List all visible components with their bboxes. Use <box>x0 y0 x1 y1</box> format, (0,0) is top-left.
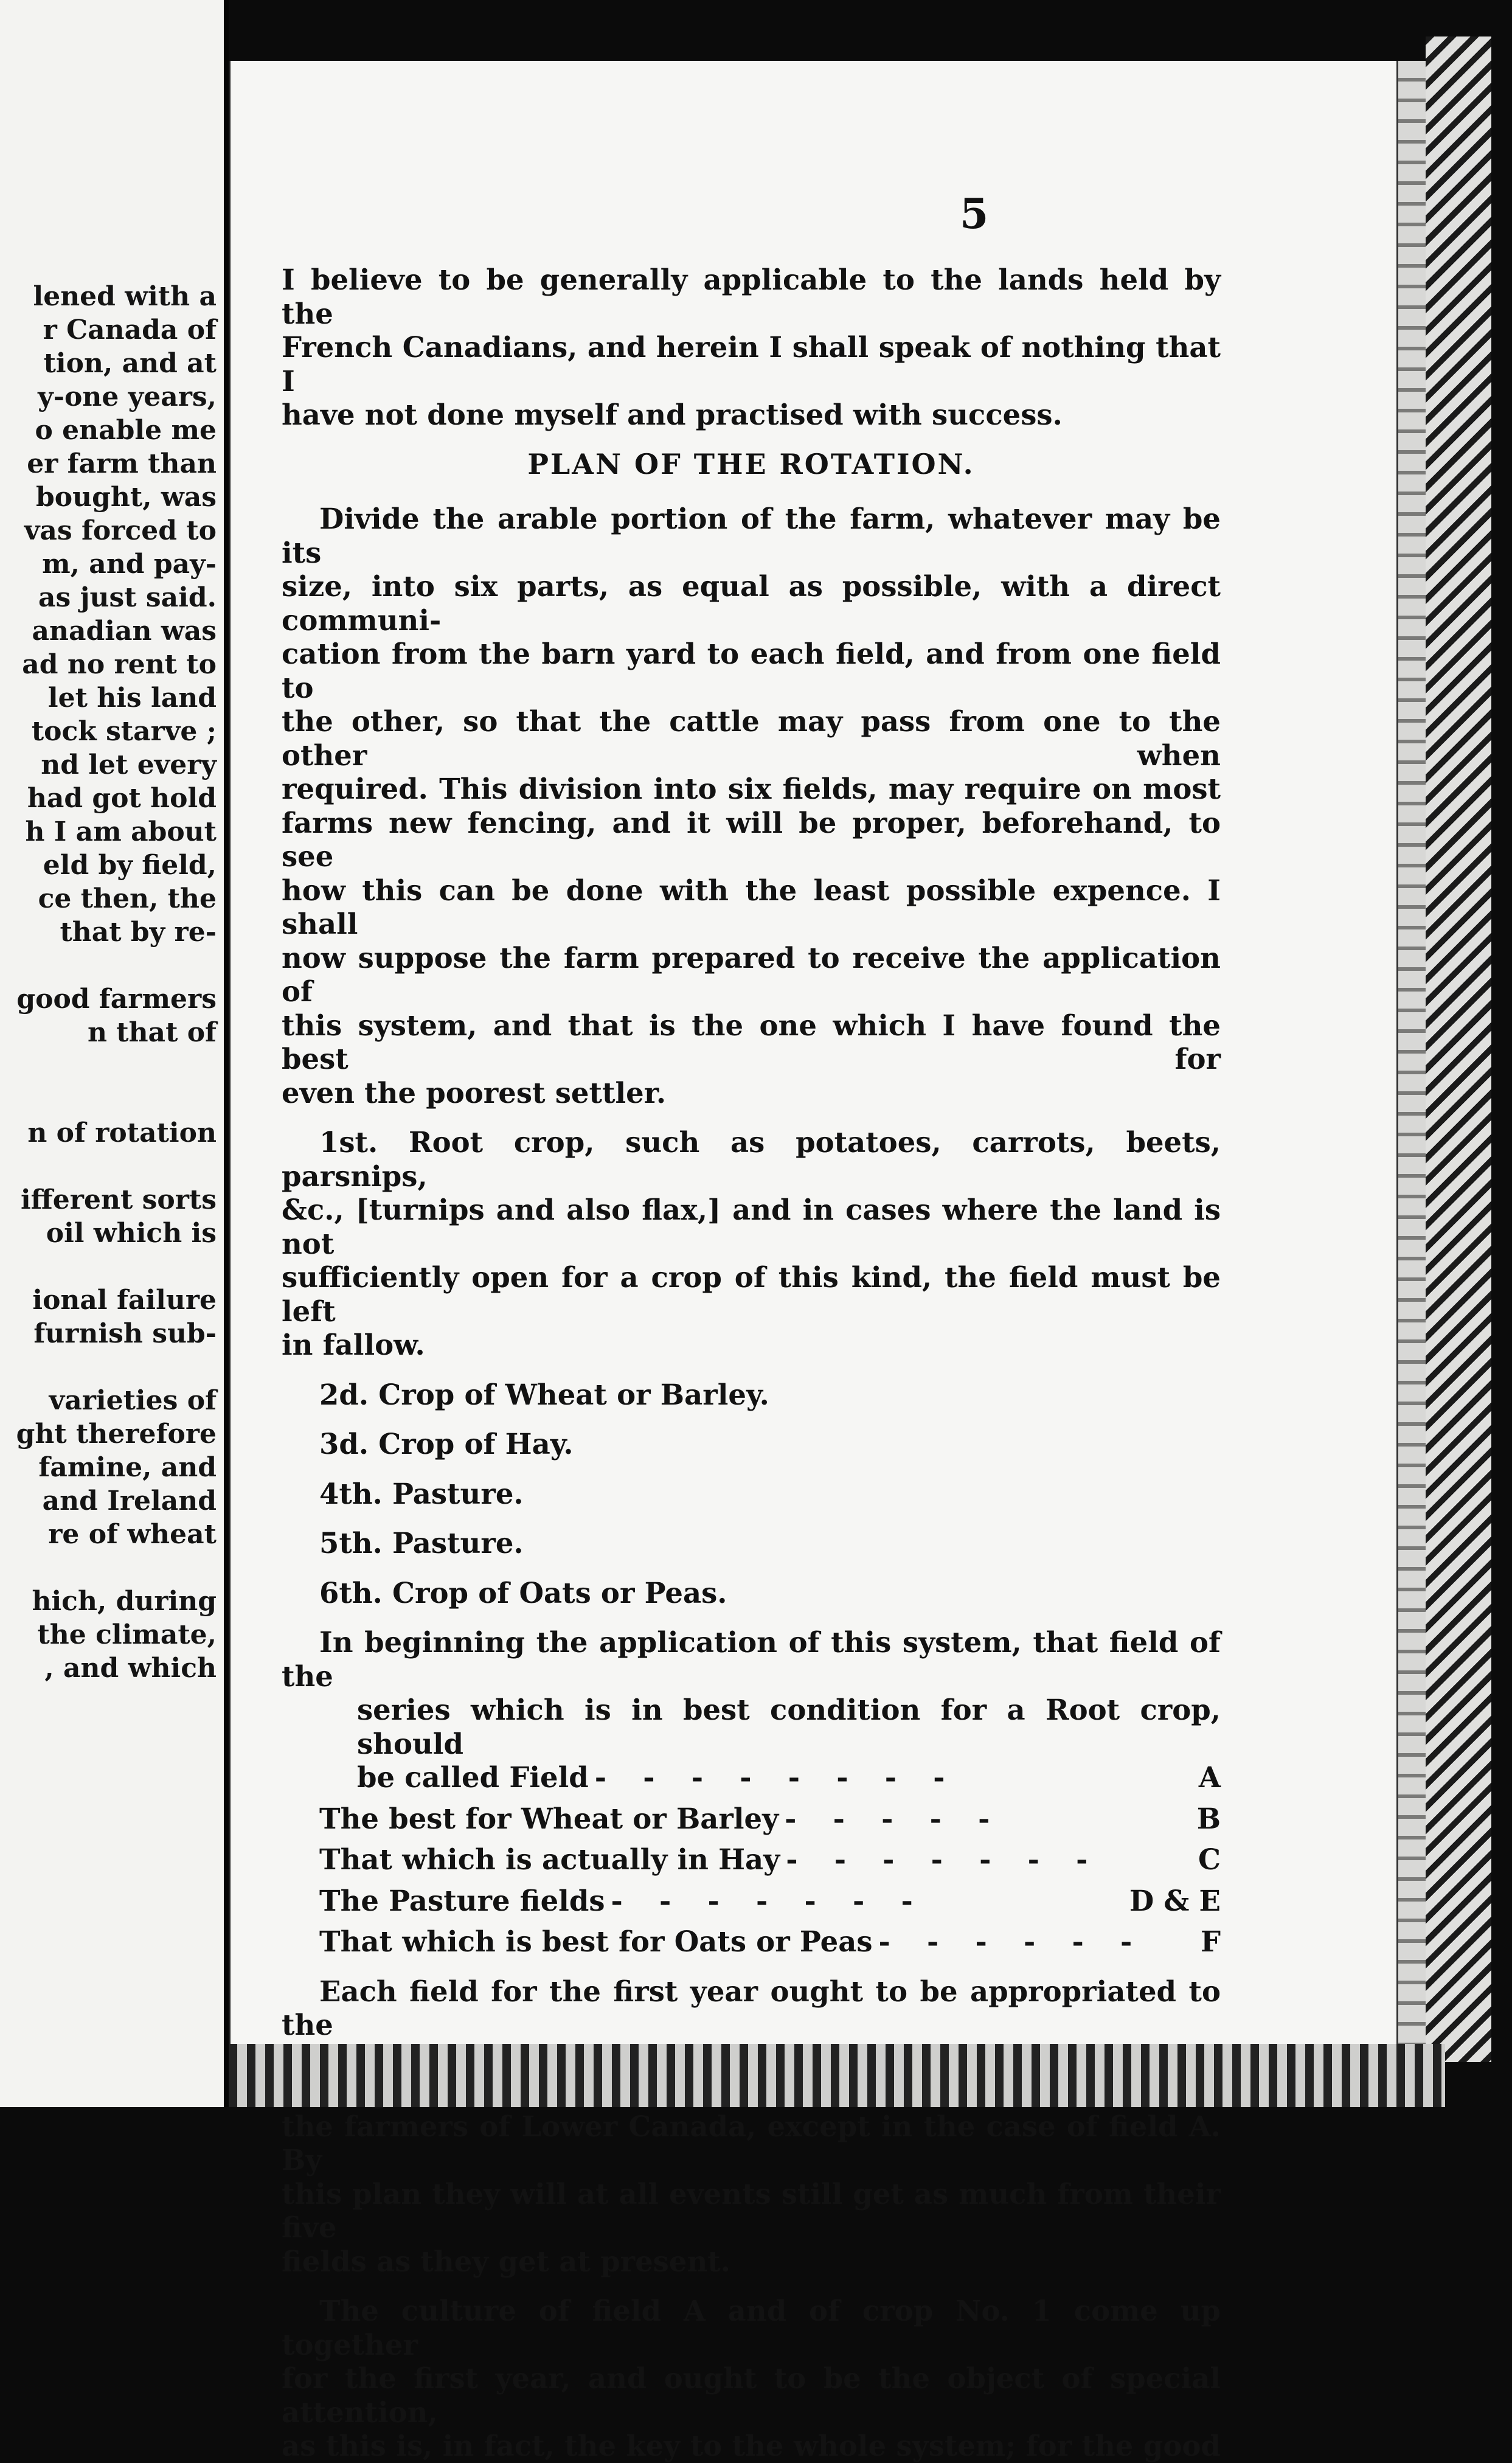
page-edge-border <box>1396 61 1427 2044</box>
left-page-line <box>0 1083 217 1116</box>
text-line: The culture of field A and of crop No. 1 come up together <box>282 2294 1221 2361</box>
text-line: sufficiently open for a crop of this kind, the field must be left <box>282 1260 1221 1328</box>
left-page-line <box>0 1150 217 1183</box>
text-line: series which is in best condition for a Root crop, should <box>357 1693 1221 1760</box>
left-page-line: hich, during <box>32 1586 217 1617</box>
field-row <box>282 1802 1221 1836</box>
left-page-line: ght therefore <box>16 1419 217 1450</box>
left-page-line: n of rotation <box>27 1117 217 1148</box>
culture-paragraph <box>282 2294 1221 2463</box>
text-line: have not done myself and practised with success. <box>282 398 1063 431</box>
left-page-line: tock starve ; <box>31 716 217 747</box>
divide-paragraph <box>282 502 1221 1110</box>
leader-dots: - - - - - - - <box>786 1843 1101 1876</box>
crop-item: 5th. Pasture. <box>319 1526 524 1560</box>
book-gutter <box>224 0 229 2107</box>
left-page-line: , and which <box>44 1653 217 1684</box>
left-page-line <box>0 1049 217 1083</box>
left-page-line: ional failure <box>32 1285 217 1316</box>
text-line: now suppose the farm prepared to receive the application of <box>282 940 1221 1008</box>
leader-dots: - - - - - - - - <box>594 1760 959 1794</box>
left-page-line: m, and pay- <box>42 549 217 580</box>
left-page-line: and Ireland <box>42 1485 217 1516</box>
leader-dots: - - - - - - - <box>611 1883 926 1917</box>
text-line: &c., [turnips and also flax,] and in cases where the land is not <box>282 1193 1221 1260</box>
crop-item: 4th. Pasture. <box>319 1476 524 1510</box>
marbled-bottom-edge <box>229 2044 1445 2107</box>
left-page-line: er farm than <box>27 448 217 479</box>
field-letter: F <box>1200 1925 1221 1958</box>
text-line: fields as they get at present. <box>282 2244 730 2278</box>
field-row <box>282 1925 1221 1959</box>
section-heading: PLAN OF THE ROTATION. <box>527 447 975 481</box>
left-page-line <box>0 1551 217 1585</box>
field-letter: D & E <box>1129 1883 1221 1917</box>
left-page-line <box>0 1350 217 1384</box>
text-line: I believe to be generally applicable to the lands held by the <box>282 263 1221 330</box>
left-page-line <box>0 949 217 982</box>
text-line: this system, and that is the one which I have found the best for <box>282 1008 1221 1075</box>
left-page-line: good farmers <box>16 984 217 1015</box>
left-page-line <box>0 1250 217 1284</box>
left-page-line: let his land <box>47 683 217 714</box>
left-page-line: ad no rent to <box>22 649 217 680</box>
left-page-line: ifferent sorts <box>20 1184 217 1215</box>
each-field-paragraph <box>282 1975 1221 2279</box>
text-line: Each field for the first year ought to be appropriated to the <box>282 1974 1221 2041</box>
crop-item: 2d. Crop of Wheat or Barley. <box>319 1377 769 1411</box>
text-line: 1st. Root crop, such as potatoes, carrots, beets, parsnips, <box>282 1125 1221 1193</box>
left-page-line: vas forced to <box>24 515 217 546</box>
text-line: French Canadians, and herein I shall speak of nothing that I <box>282 330 1221 398</box>
intro-paragraph <box>282 263 1221 432</box>
left-page-line: anadian was <box>32 616 217 647</box>
page-body <box>282 263 1221 2463</box>
left-page-line: bought, was <box>36 482 217 513</box>
text-line: how this can be done with the least possible expence. I shall <box>282 873 1221 940</box>
page-number: 5 <box>960 190 989 238</box>
crop-list <box>282 1378 1221 1610</box>
crop-item: 6th. Crop of Oats or Peas. <box>319 1575 727 1610</box>
main-page <box>229 61 1398 2462</box>
crop-item: 3d. Crop of Hay. <box>319 1427 574 1461</box>
left-page-line: the climate, <box>37 1619 217 1650</box>
field-letter: C <box>1198 1843 1221 1876</box>
field-row <box>282 1760 1221 1794</box>
field-letter: B <box>1196 1801 1221 1835</box>
field-row <box>282 1884 1221 1918</box>
left-page-text <box>0 280 217 1685</box>
field-assignment-list <box>282 1760 1221 1959</box>
left-page-line: tion, and at <box>43 348 217 379</box>
text-line: the farmers of Lower Canada, except in the case of field A. By <box>282 2109 1221 2176</box>
text-line: as this is, in fact, the key to the whole system; for the good <box>282 2429 1221 2462</box>
field-label: That which is best for Oats or Peas <box>319 1925 873 1958</box>
text-line: for the first year, and ought to be the object of special attention, <box>282 2361 1221 2429</box>
left-page-line: y-one years, <box>38 381 217 412</box>
text-line: In beginning the application of this system, that field of the <box>282 1625 1221 1693</box>
text-line: cation from the barn yard to each field, and from one field to <box>282 637 1221 704</box>
left-page-line: re of wheat <box>48 1519 217 1550</box>
left-page-line: eld by field, <box>43 850 217 881</box>
text-line: farms new fencing, and it will be proper, beforehand, to see <box>282 805 1221 873</box>
beginning-paragraph <box>282 1625 1221 1760</box>
first-crop-paragraph <box>282 1125 1221 1362</box>
text-line: size, into six parts, as equal as possible, with a direct communi- <box>282 569 1221 637</box>
leader-dots: - - - - - <box>785 1801 1004 1835</box>
field-label: That which is actually in Hay <box>319 1843 780 1876</box>
left-page-line: r Canada of <box>43 314 217 346</box>
left-page-line: n that of <box>87 1017 217 1048</box>
left-page-line: ce then, the <box>38 883 217 914</box>
left-page-line: famine, and <box>38 1452 217 1483</box>
field-label: The Pasture fields <box>319 1883 605 1917</box>
text-line: required. This division into six fields, may require on most <box>282 772 1221 805</box>
left-page-line: as just said. <box>38 582 217 613</box>
field-label: The best for Wheat or Barley <box>319 1801 779 1835</box>
text-line: in fallow. <box>282 1328 425 1361</box>
text-line: Divide the arable portion of the farm, whatever may be its <box>282 502 1221 569</box>
marbled-cover-edge <box>1426 36 1491 2062</box>
left-page-line: that by re- <box>60 917 217 948</box>
left-facing-page <box>0 0 224 2107</box>
field-label: be called Field <box>357 1760 589 1794</box>
left-page-line: had got hold <box>27 783 217 814</box>
left-page-line: lened with a <box>33 281 217 312</box>
left-page-line: nd let every <box>41 749 217 780</box>
text-line: this plan they will at all events still get as much from their five <box>282 2176 1221 2244</box>
left-page-line: h I am about <box>25 816 217 847</box>
text-line: even the poorest settler. <box>282 1075 667 1110</box>
left-page-line: varieties of <box>49 1385 217 1416</box>
text-line: the other, so that the cattle may pass from one to the other when <box>282 704 1221 772</box>
left-page-line: o enable me <box>35 415 217 446</box>
field-row <box>282 1843 1221 1877</box>
leader-dots: - - - - - - <box>878 1925 1146 1958</box>
left-page-line: oil which is <box>46 1218 217 1249</box>
left-page-line: furnish sub- <box>33 1318 217 1349</box>
field-letter: A <box>1198 1760 1221 1794</box>
